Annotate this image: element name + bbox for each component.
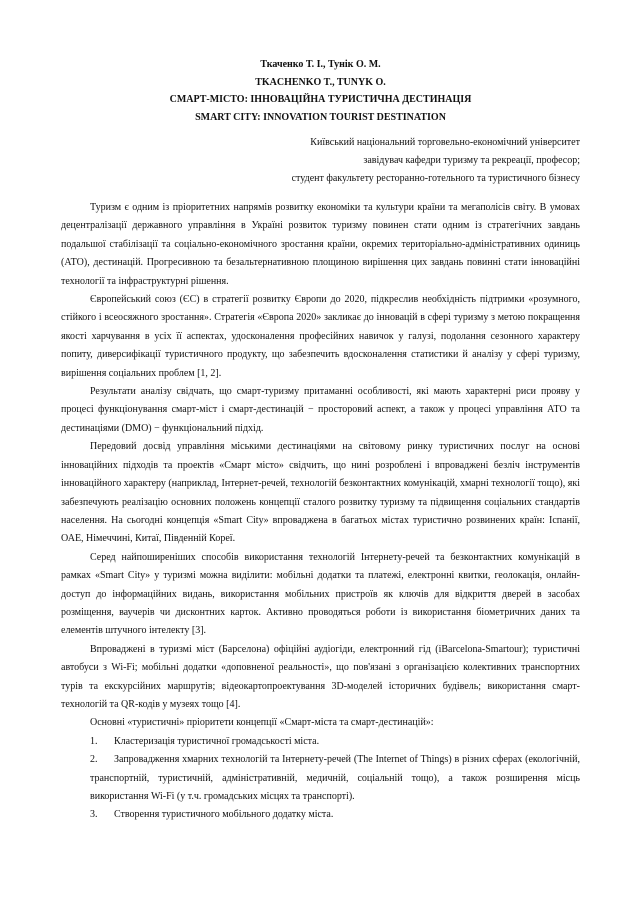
article-body (61, 199, 580, 825)
list-item-text: Кластеризація туристичної громадськості міста. (114, 735, 320, 747)
list-item-text: Запровадження хмарних технологій та Інтернету-речей (The Internet of Things) в різних сферах (екологічній, транспортній, туристичній, адміністративній, медичній, соціальній тощо), а також розширення місць використання Wi-Fi (у т.ч. громадських місцях та транспорті). (90, 754, 580, 802)
authors-ua: Ткаченко Т. І., Тунік О. М. (260, 59, 381, 70)
list-item-number: 2. (90, 754, 98, 766)
list-item (61, 733, 580, 751)
affiliation-author-1: завідувач кафедри туризму та рекреації, професор; (363, 155, 580, 166)
affiliation-university: Київський національний торговельно-економічний університет (310, 137, 580, 148)
list-item-number: 3. (90, 809, 98, 821)
affiliation (61, 134, 580, 188)
list-item (61, 806, 580, 824)
list-item (61, 751, 580, 806)
paragraph: Туризм є одним із пріоритетних напрямів розвитку економіки та культури країни та мегаполісів світу. В умовах децентралізації державного управління в Україні розвиток туризму повинен стати одним із стратегічних завдань подальшої стабілізації та соціально-економічного зростання країни, окремих територіально-адміністративних одиниць (АТО), дестинацій. Прогресивною та безальтернативною площиною вирішення цих завдань повинні стати інноваційні технології та інфраструктурні рішення. (61, 202, 580, 287)
paragraph: Серед найпоширеніших способів використання технологій Інтернету-речей та безконтактних комунікацій в рамках «Smart City» у туризмі можна виділити: мобільні додатки та платежі, електронні квитки, геолокація, онлайн-доступ до інформаційних видань, використання мобільних пристроїв як ключів для відкриття дверей в засобах розміщення, ваучерів чи дисконтних карток. Активно проводяться роботи із використання біометричних даних та елементів штучного інтелекту [3]. (61, 551, 580, 637)
affiliation-author-2: студент факультету ресторанно-готельного та туристичного бізнесу (291, 173, 580, 184)
list-item-number: 1. (90, 735, 98, 747)
authors-en: TKACHENKO T., TUNYK O. (255, 76, 386, 88)
article-header (61, 56, 580, 126)
paragraph: Впроваджені в туризмі міст (Барселона) офіційні аудіогіди, електронний гід (iBarcelona-Smartour); туристичні автобуси з Wi-Fi; мобільні додатки «доповненої реальності», що пов'язані з організацією колективних транспортних турів та екскурсійних маршрутів; відеокартопроектування 3D-моделей історичних будівель; використання смарт-технологій та QR-кодів у музеях тощо [4]. (61, 643, 580, 710)
paragraph: Передовий досвід управління міськими дестинаціями на світовому ринку туристичних послуг на основі інноваційних підходів та проектів «Смарт місто» свідчить, що нині розроблені і впроваджені безліч інструментів інноваційного характеру (наприклад, Інтернет-речей, технологій безконтактних комунікацій, хмарні технології тощо), які забезпечують реалізацію основних положень концепції сталого розвитку туризму та підвищення соціальних стандартів населення. На сьогодні концепція «Smart City» впроваджена в багатьох містах туристично розвинених країн: Іспанії, ОАЕ, Німеччині, Китаї, Південній Кореї. (61, 441, 580, 545)
paragraph: Основні «туристичні» пріоритети концепції «Смарт-міста та смарт-дестинацій»: (90, 717, 434, 729)
title-en: SMART CITY: INNOVATION TOURIST DESTINATION (195, 111, 446, 123)
title-ua: СМАРТ-МІСТО: ІННОВАЦІЙНА ТУРИСТИЧНА ДЕСТИНАЦІЯ (169, 94, 472, 105)
list-item-text: Створення туристичного мобільного додатку міста. (114, 809, 334, 821)
paragraph: Європейський союз (ЄС) в стратегії розвитку Європи до 2020, підкреслив необхідність підтримки «розумного, стійкого і всеосяжного зростання». Стратегія «Європа 2020» закликає до інновацій в сфері туризму з метою покращення якості харчування в усіх її аспектах, удосконалення професійних навичок у галузі, подолання сезонного характеру попиту, диверсифікації туристичного продукту, що забезпечить вдосконалення статистики й аналізу у сфері туризму, вирішення соціальних проблем [1, 2]. (61, 294, 580, 379)
paragraph: Результати аналізу свідчать, що смарт-туризму притаманні особливості, які мають характерні риси прояву у процесі функціонування смарт-міст і смарт-дестинацій − просторовий аспект, а також у процесі управління АТО та дестинаціями (DMO) − функціональний підхід. (61, 386, 580, 434)
